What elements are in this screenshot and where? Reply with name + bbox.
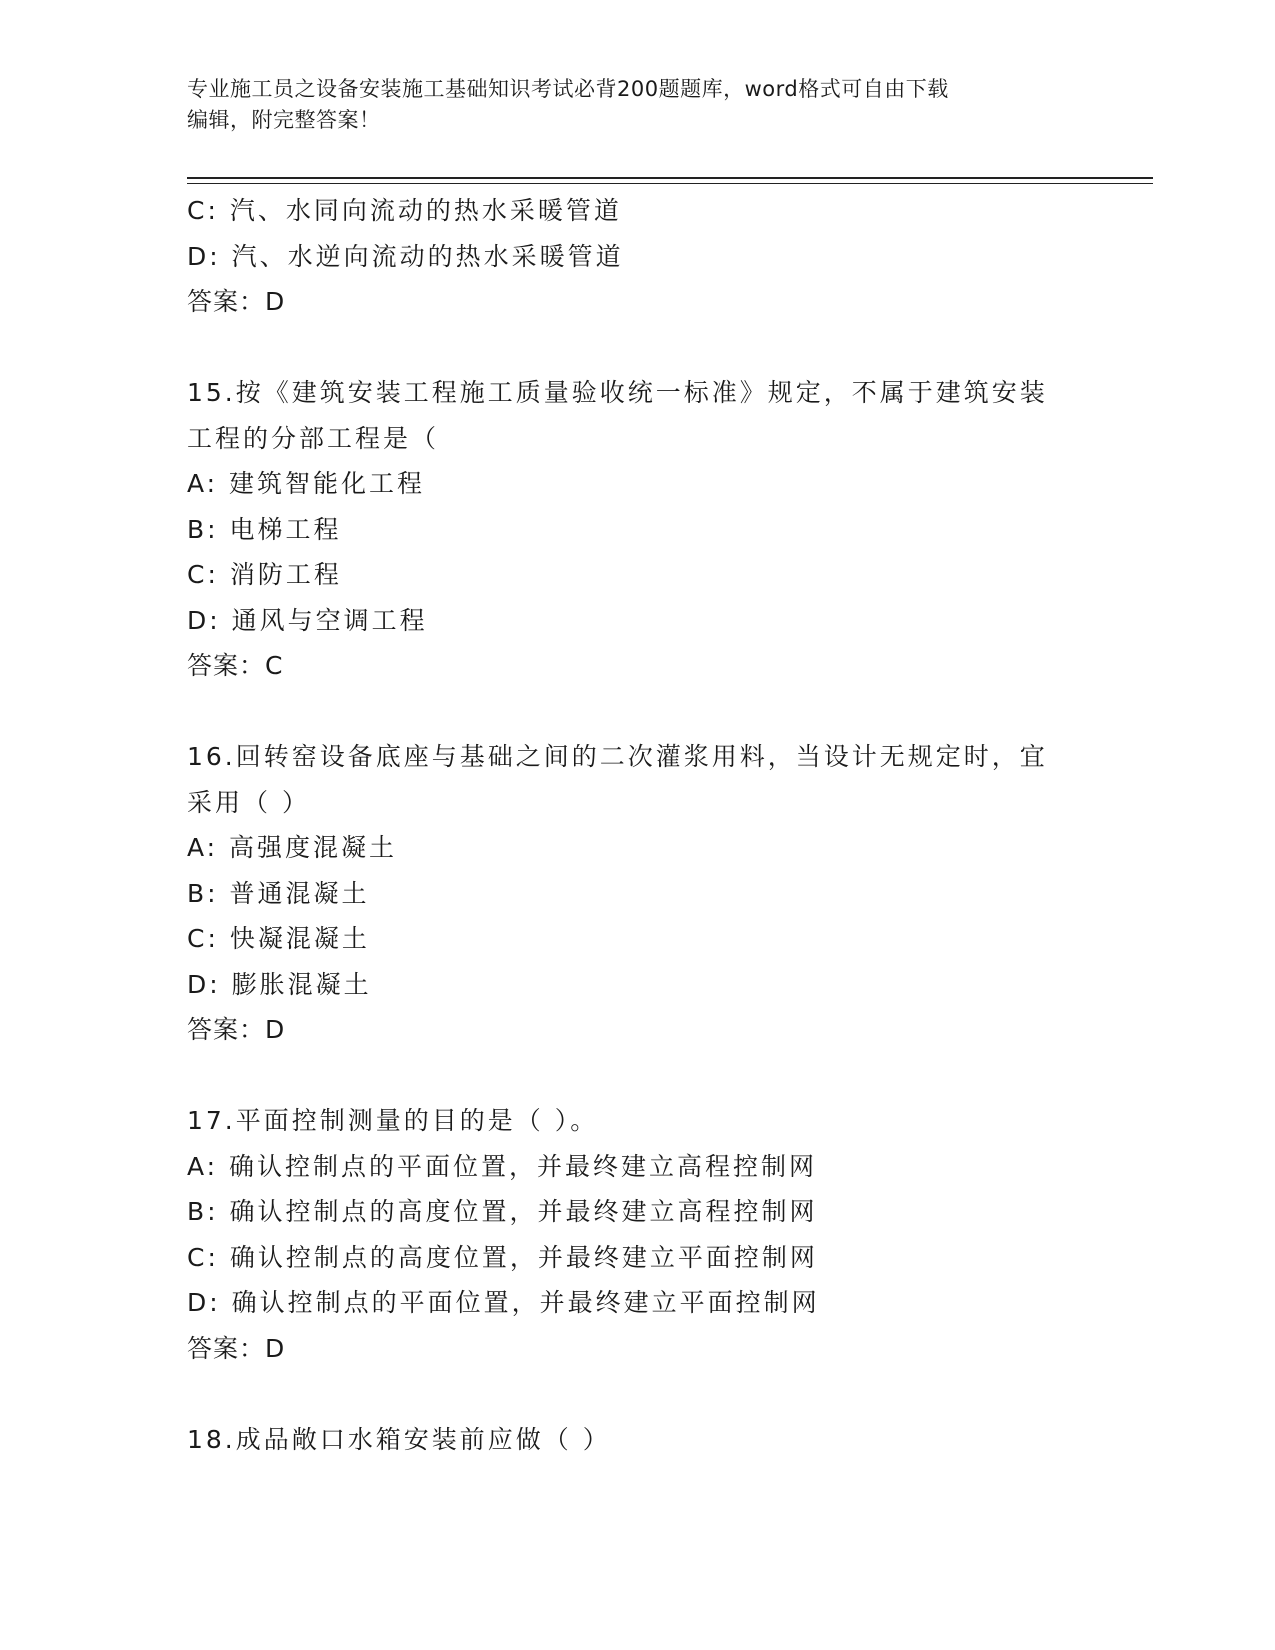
answer-line: 答案：D: [187, 1333, 286, 1363]
question-stem: 15.按《建筑安装工程施工质量验收统一标准》规定，不属于建筑安装: [187, 378, 1048, 407]
option-line: C: 汽、水同向流动的热水采暖管道: [187, 196, 622, 225]
question-stem: 工程的分部工程是（: [187, 423, 440, 453]
option-line: B: 电梯工程: [187, 514, 342, 544]
answer-line: 答案：C: [187, 651, 284, 680]
option-line: A: 建筑智能化工程: [187, 469, 426, 498]
option-line: C: 确认控制点的高度位置，并最终建立平面控制网: [187, 1242, 818, 1272]
option-line: D: 通风与空调工程: [187, 605, 428, 635]
option-line: D: 汽、水逆向流动的热水采暖管道: [187, 241, 624, 271]
option-line: D: 确认控制点的平面位置，并最终建立平面控制网: [187, 1288, 820, 1317]
header-divider-thick: [187, 177, 1153, 179]
question-stem: 16.回转窑设备底座与基础之间的二次灌浆用料，当设计无规定时，宜: [187, 742, 1048, 771]
option-line: D: 膨胀混凝土: [187, 969, 372, 999]
header-line-1: 专业施工员之设备安装施工基础知识考试必背200题题库，word格式可自由下载: [187, 77, 949, 101]
header-line-2: 编辑，附完整答案！: [187, 108, 381, 132]
question-stem: 17.平面控制测量的目的是（ ）。: [187, 1106, 599, 1135]
document-body: [187, 188, 1087, 1462]
option-line: A: 确认控制点的平面位置，并最终建立高程控制网: [187, 1151, 818, 1181]
question-stem: 采用（ ）: [187, 787, 310, 817]
document-header: [187, 74, 1067, 136]
question-stem: 18.成品敞口水箱安装前应做（ ）: [187, 1424, 611, 1454]
header-divider-thin: [187, 183, 1153, 184]
answer-line: 答案：D: [187, 1015, 286, 1044]
option-line: A: 高强度混凝土: [187, 833, 398, 862]
option-line: B: 确认控制点的高度位置，并最终建立高程控制网: [187, 1197, 818, 1226]
option-line: C: 消防工程: [187, 560, 342, 589]
answer-line: 答案：D: [187, 287, 286, 316]
option-line: B: 普通混凝土: [187, 878, 370, 908]
option-line: C: 快凝混凝土: [187, 924, 370, 953]
